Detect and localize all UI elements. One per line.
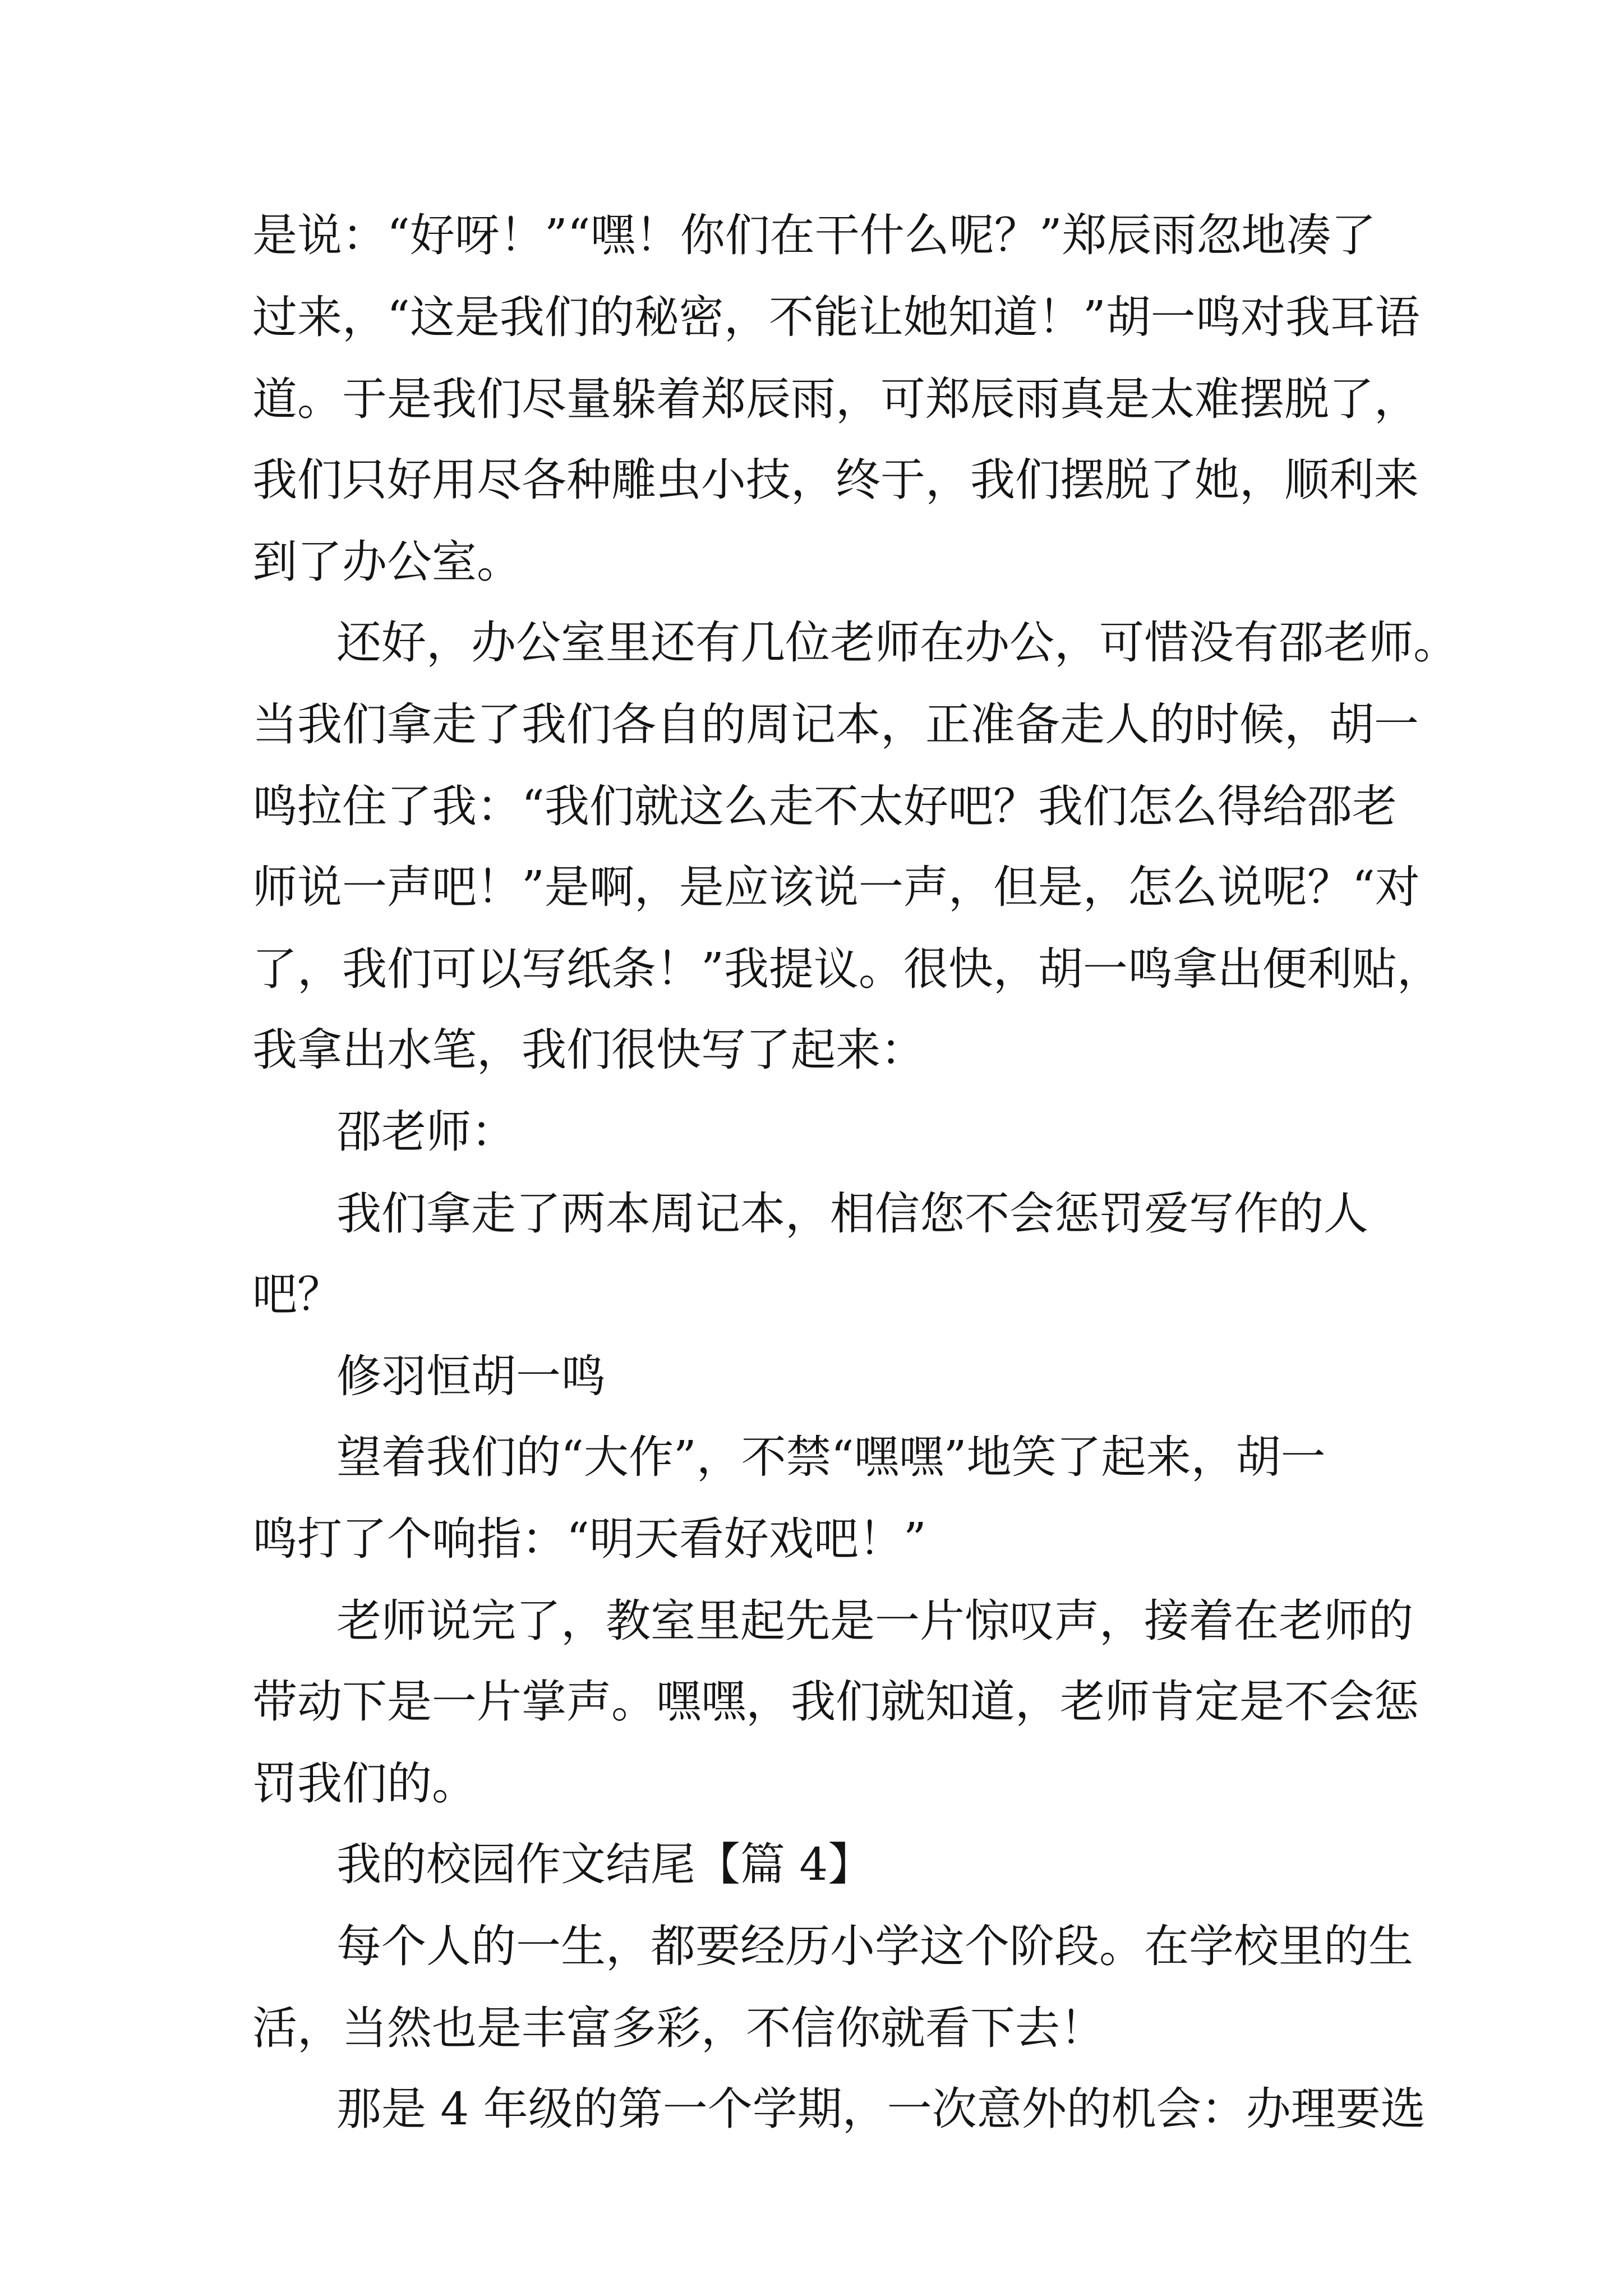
paragraph-start: 那是 4 年级的第一个学期，一次意外的机会：办理要选 (336, 2083, 1426, 2135)
text-line: 道。于是我们尽量躲着郑辰雨，可郑辰雨真是太难摆脱了， (252, 373, 1419, 425)
note-body-continued: 吧？ (252, 1268, 342, 1320)
text-line: 我拿出水笔，我们很快写了起来： (252, 1024, 925, 1076)
text-line: 师说一声吧！”是啊，是应该说一声，但是，怎么说呢？“对 (252, 861, 1420, 913)
text-line: 了，我们可以写纸条！”我提议。很快，胡一鸣拿出便利贴， (252, 943, 1442, 995)
note-salutation: 邵老师： (336, 1106, 516, 1158)
text-line: 带动下是一片掌声。嘿嘿，我们就知道，老师肯定是不会惩 (252, 1676, 1419, 1728)
paragraph-start: 老师说完了，教室里起先是一片惊叹声，接着在老师的 (336, 1595, 1413, 1647)
paragraph-start: 每个人的一生，都要经历小学这个阶段。在学校里的生 (336, 1920, 1413, 1972)
paragraph-start: 望着我们的“大作”，不禁“嘿嘿”地笑了起来，胡一 (336, 1431, 1326, 1483)
paragraph-start: 还好，办公室里还有几位老师在办公，可惜没有邵老师。 (336, 616, 1458, 669)
note-body: 我们拿走了两本周记本，相信您不会惩罚爱写作的人 (336, 1188, 1368, 1240)
section-heading: 我的校园作文结尾【篇 4】 (336, 1838, 873, 1890)
text-line: 是说：“好呀！”“嘿！你们在干什么呢？”郑辰雨忽地凑了 (252, 209, 1376, 261)
text-line: 鸣打了个响指：“明天看好戏吧！” (252, 1513, 926, 1565)
text-line: 鸣拉住了我：“我们就这么走不太好吧？我们怎么得给邵老 (252, 780, 1397, 832)
text-line: 我们只好用尽各种雕虫小技，终于，我们摆脱了她，顺利来 (252, 454, 1419, 506)
note-signature: 修羽恒胡一鸣 (336, 1350, 606, 1402)
text-line: 活，当然也是丰富多彩，不信你就看下去！ (252, 2002, 1105, 2054)
text-line: 过来，“这是我们的秘密，不能让她知道！”胡一鸣对我耳语 (252, 291, 1420, 343)
text-line: 罚我们的。 (252, 1757, 477, 1810)
text-line: 当我们拿走了我们各自的周记本，正准备走人的时候，胡一 (252, 698, 1419, 751)
text-line: 到了办公室。 (252, 536, 522, 588)
